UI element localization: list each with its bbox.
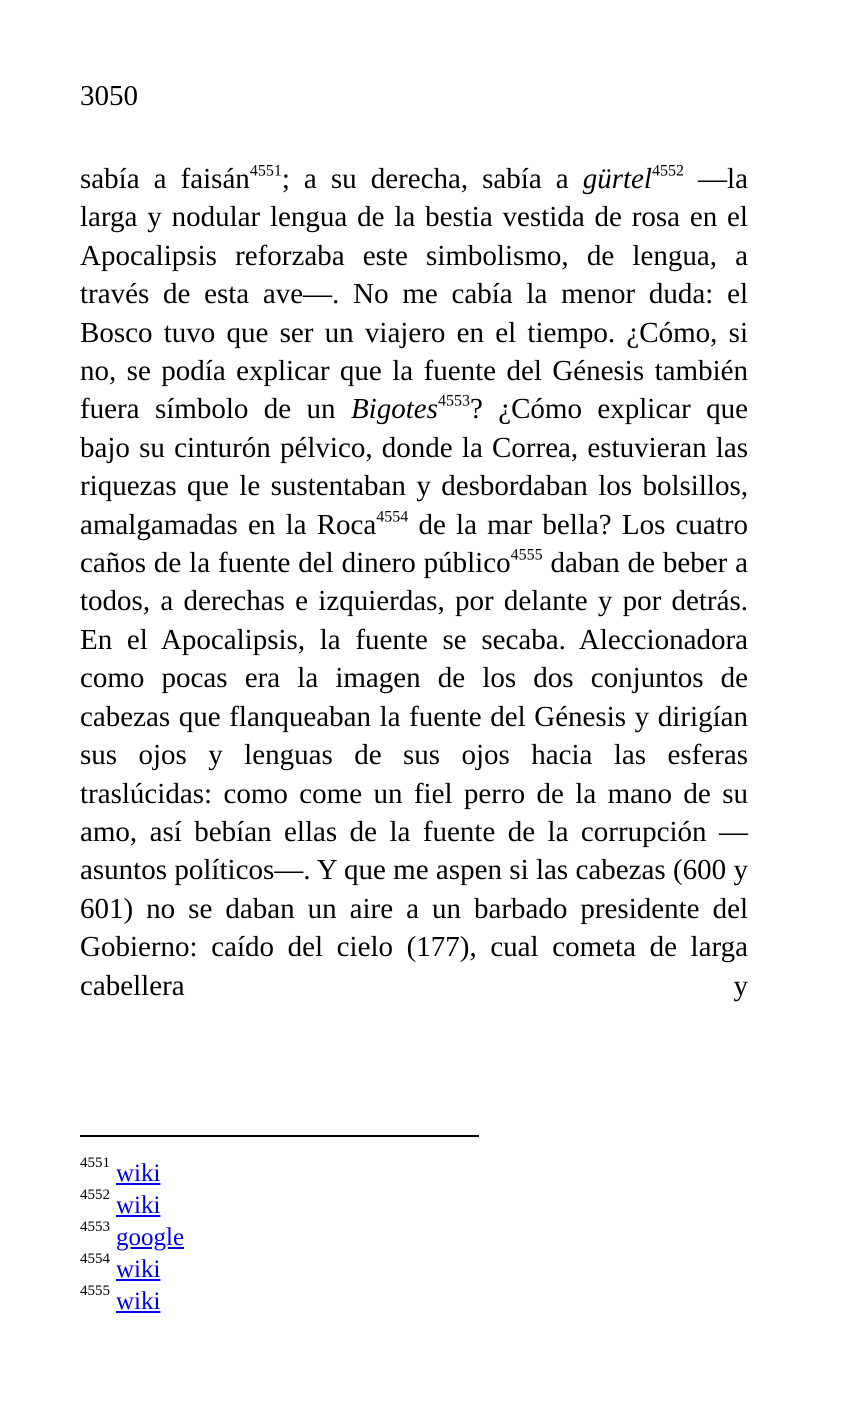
footnote-ref-4554: 4554 (376, 508, 409, 526)
body-text-segment: daban de beber a todos, a derechas e izquierdas, por delante y por detrás. En el Apocalipsis, la fuente se secaba. Aleccionadora como pocas era la imagen de los dos conjuntos de cabezas que flanqueaban la fuente del Génesis y dirigían sus ojos y lenguas de sus ojos hacia las esferas traslúcidas: como come un fiel perro de la mano de su amo, así bebían ellas de la fuente de la corrupción —asuntos políticos—. Y que me aspen si las cabezas (600 y 601) no se daban un aire a un barbado presidente del Gobierno: caído del cielo (177), cual cometa de larga cabellera y (80, 547, 748, 1002)
footnote-number: 4555 (80, 1283, 110, 1299)
footnote-item (80, 1216, 185, 1251)
italic-term-bigotes: Bigotes (350, 393, 438, 426)
footnote-item (80, 1184, 184, 1219)
footnote-list (80, 1152, 185, 1315)
page-number: 3050 (80, 80, 138, 112)
italic-term-gurtel: gürtel (582, 163, 652, 195)
body-text-segment: de la mar bella? Los cuatro caños de la fuente del dinero público (80, 508, 748, 580)
footnote-number: 4551 (80, 1155, 110, 1171)
body-text-segment: —la larga y nodular lengua de la bestia vestida de rosa en el Apocalipsis reforzaba este simbolismo, de lengua, a través de esta ave—. No me cabía la menor duda: el Bosco tuvo que ser un viajero en el tiempo. ¿Cómo, si no, se podía explicar que la fuente del Génesis también fuera símbolo de un (80, 163, 748, 426)
footnote-ref-4555: 4555 (510, 546, 543, 564)
footnote-number: 4552 (80, 1187, 110, 1203)
footnote-ref-4551: 4551 (249, 162, 282, 180)
body-text-segment: ? ¿Cómo explicar que bajo su cinturón pélvico, donde la Correa, estuvieran las riquezas que le sustentaban y desbordaban los bolsillos, amalgamadas en la Roca (80, 393, 748, 541)
footnote-ref-4553: 4553 (437, 392, 470, 410)
footnote-number: 4554 (80, 1251, 110, 1267)
footnote-link[interactable]: wiki (116, 1288, 161, 1315)
footnote-link[interactable]: google (116, 1224, 185, 1251)
footnote-ref-4552: 4552 (652, 162, 684, 180)
footnote-link[interactable]: wiki (116, 1256, 161, 1283)
body-text-segment: ; a su derecha, sabía a (281, 163, 583, 195)
body-text-segment: sabía a faisán (80, 163, 250, 195)
body-text (80, 160, 748, 1005)
footnote-link[interactable]: wiki (116, 1160, 161, 1187)
footnote-item (80, 1152, 184, 1187)
footnote-item (80, 1280, 184, 1315)
footnote-link[interactable]: wiki (116, 1192, 161, 1219)
footnote-separator (80, 1135, 479, 1137)
footnote-item (80, 1248, 184, 1283)
footnote-number: 4553 (80, 1219, 110, 1235)
